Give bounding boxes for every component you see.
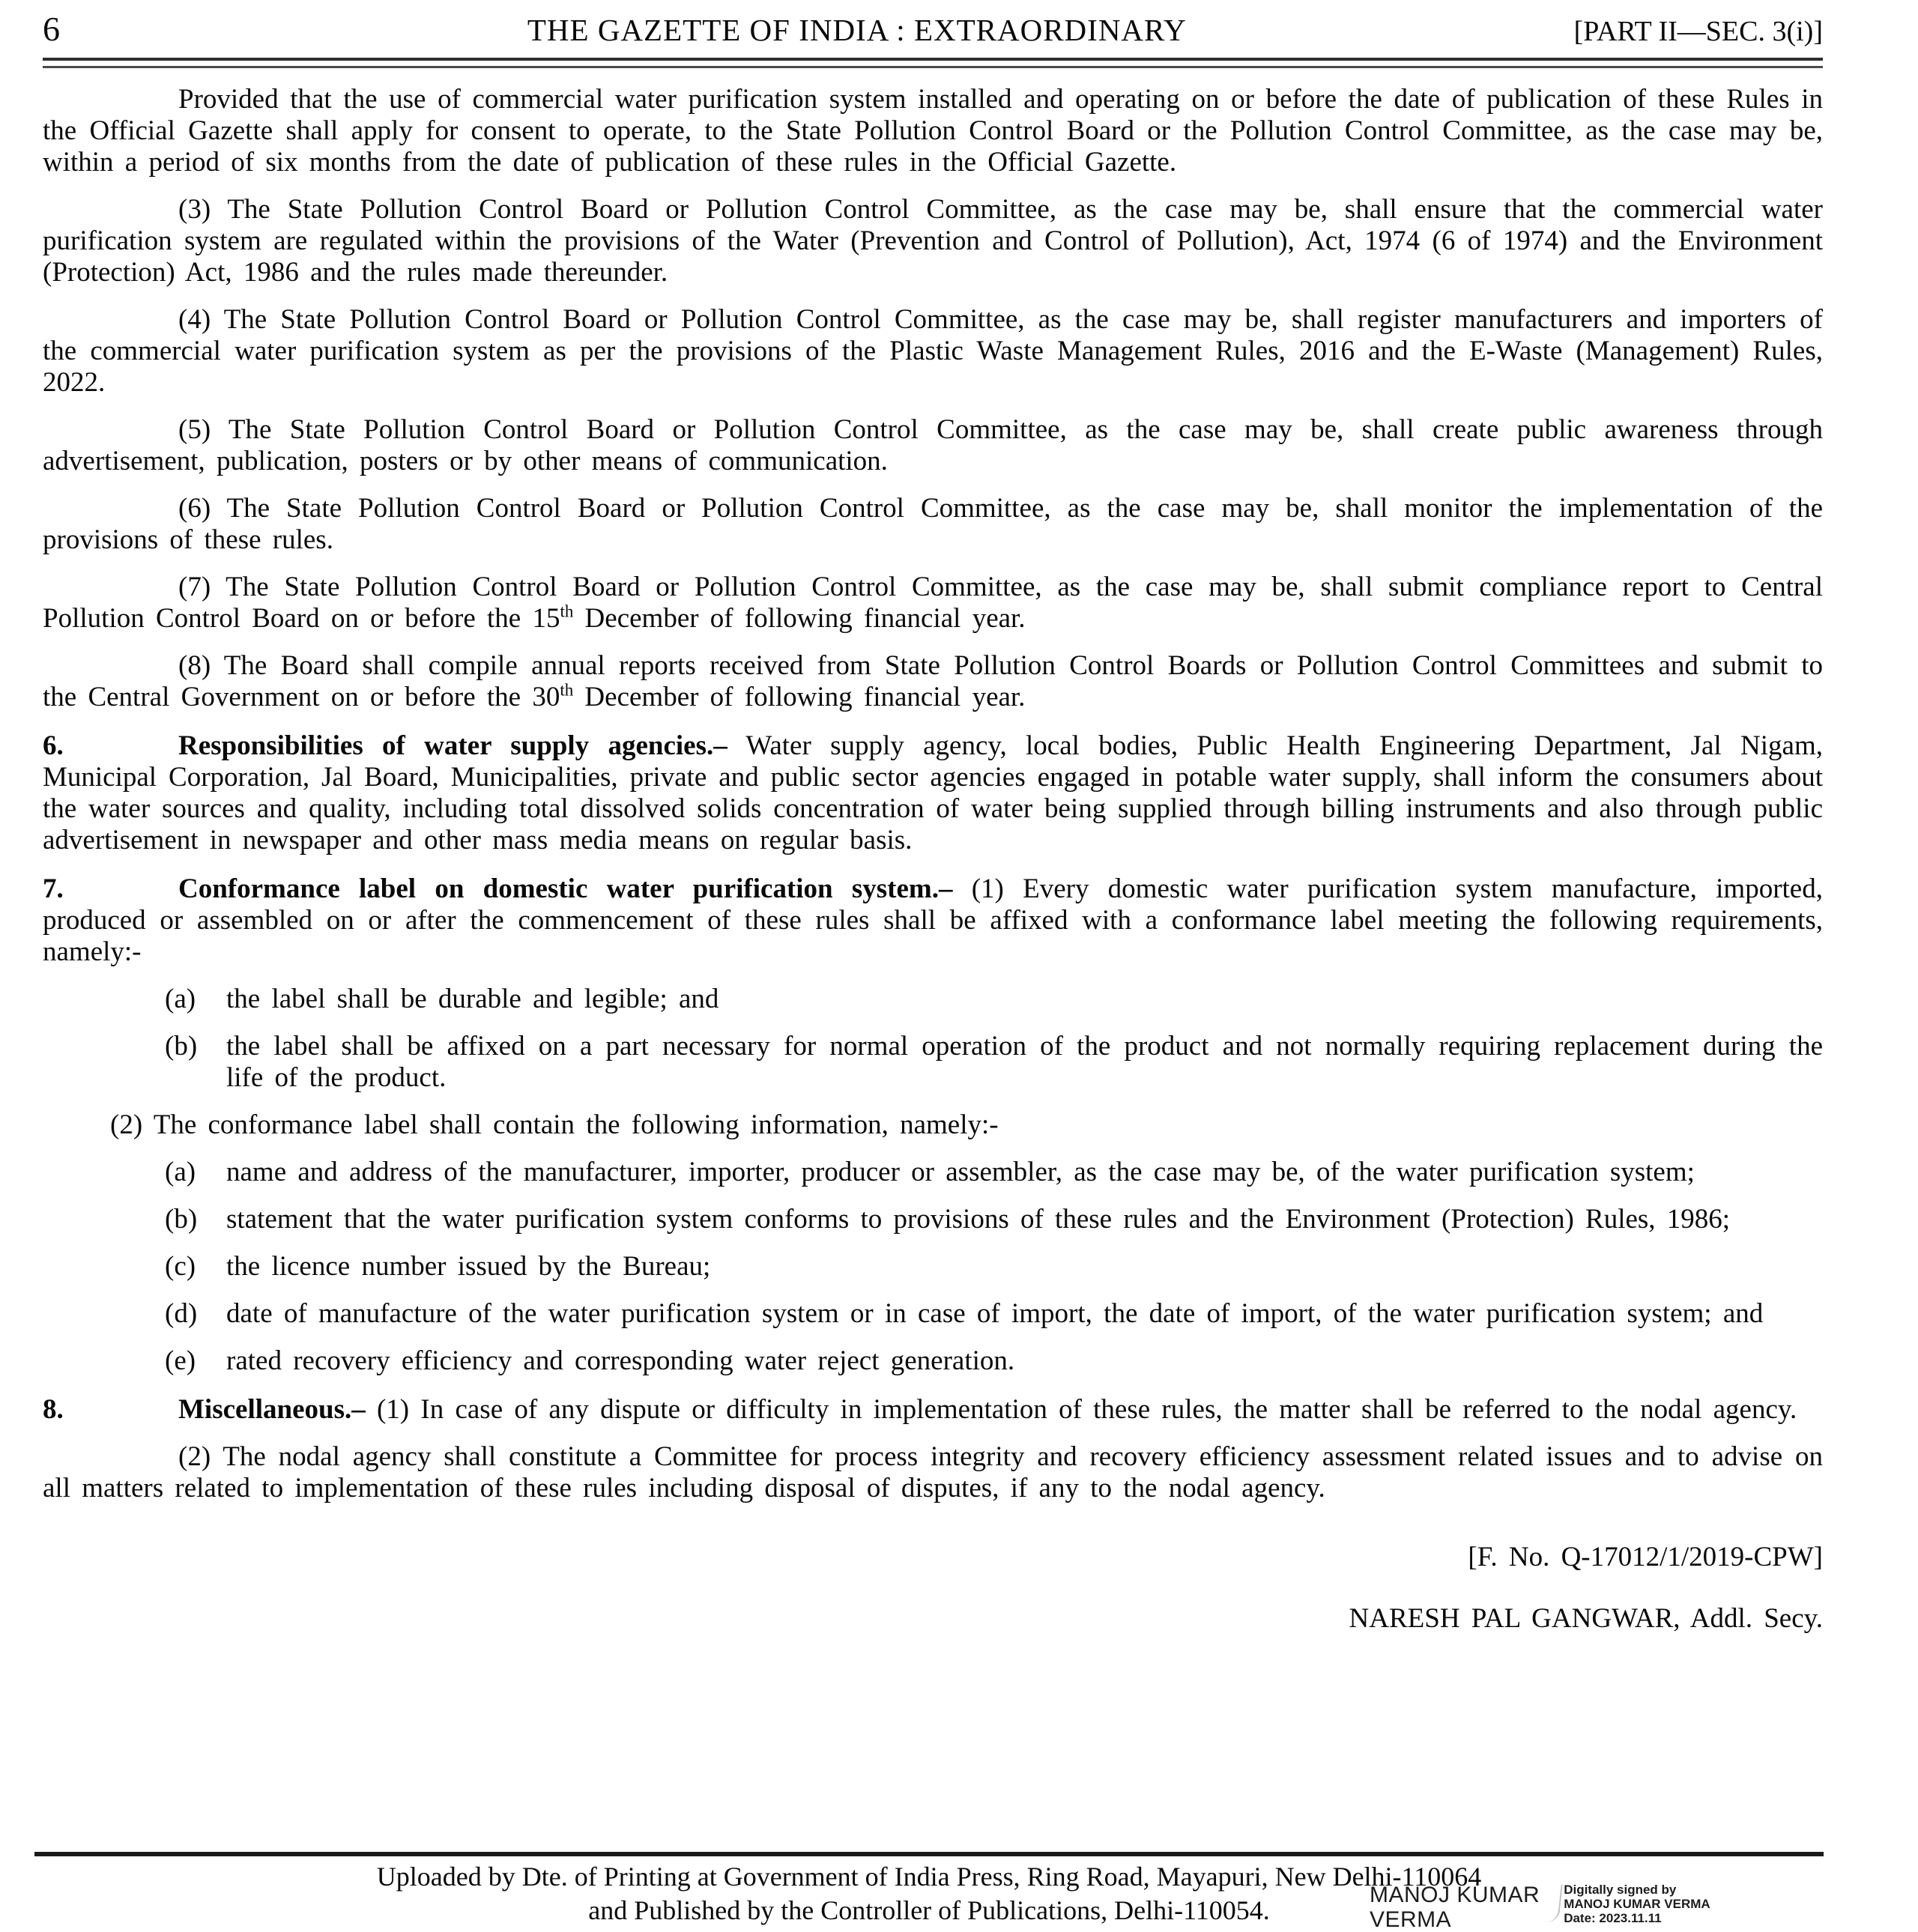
section-7-heading: Conformance label on domestic water purification system.–	[178, 873, 953, 904]
list-item-7-2-b	[165, 1204, 1823, 1235]
footer-line-2: and Published by the Controller of Publications, Delhi-110054.	[588, 1895, 1270, 1925]
list-marker: (a)	[165, 984, 196, 1014]
signatory-name: NARESH PAL GANGWAR, Addl. Secy.	[1349, 1603, 1823, 1634]
section-6-number: 6.	[43, 730, 64, 761]
section-8	[43, 1394, 1823, 1426]
section-6-heading: Responsibilities of water supply agencies.–	[178, 730, 727, 761]
section-7-sub-2: (2) The conformance label shall contain the following information, namely:-	[110, 1109, 999, 1140]
section-8-sub-2: (2) The nodal agency shall constitute a Committee for process integrity and recovery efficiency assessment related issues and to advise on all matters related to implementation of these rules including disposal of disputes, if any to the nodal agency.	[43, 1441, 1823, 1503]
list-item-text: the label shall be durable and legible; and	[226, 984, 719, 1014]
list-item-7-2-e	[165, 1345, 1823, 1377]
section-7-number: 7.	[43, 873, 64, 904]
list-item-text: the label shall be affixed on a part necessary for normal operation of the product and not normally requiring replacement during the life of the product.	[226, 1031, 1823, 1093]
footer-rule	[34, 1852, 1824, 1856]
section-6	[43, 730, 1823, 856]
list-item-7-2-c	[165, 1251, 1823, 1283]
proviso-paragraph: Provided that the use of commercial water purification system installed and operating on or before the date of publication of these Rules in the Official Gazette shall apply for consent to operate, to the State Pollution Control Board or the Pollution Control Committee, as the case may be, within a period of six months from the date of publication of these rules in the Official Gazette.	[43, 84, 1823, 178]
clause-8-text: (8) The Board shall compile annual reports received from State Pollution Control Boards or Pollution Control Committees and submit to the Central Government on or before the 30	[43, 650, 1823, 712]
list-item-text: the licence number issued by the Bureau;	[226, 1251, 711, 1282]
list-marker: (c)	[165, 1251, 196, 1282]
signature-meta-line-2: MANOJ KUMAR VERMA	[1564, 1897, 1710, 1911]
section-7-text: (1) Every domestic water purification system manufacture, imported, produced or assembled on or after the commencement of these rules shall be affixed with a conformance label meeting the following requirements, namely:-	[43, 873, 1823, 967]
part-section-ref: [PART II—SEC. 3(i)]	[1573, 16, 1823, 47]
footer-line-1: Uploaded by Dte. of Printing at Government of India Press, Ring Road, Mayapuri, New Delhi-110064	[376, 1862, 1482, 1892]
list-item-text: rated recovery efficiency and corresponding water reject generation.	[226, 1345, 1015, 1376]
document-body	[43, 84, 1823, 1635]
list-item-7-2-d	[165, 1298, 1823, 1330]
clause-3-paragraph: (3) The State Pollution Control Board or Pollution Control Committee, as the case may be, shall ensure that the commercial water purification system are regulated within the provisions of the Water (Prevention and Control of Pollution), Act, 1974 (6 of 1974) and the Environment (Protection) Act, 1986 and the rules made thereunder.	[43, 194, 1823, 288]
signature-meta-line-3: Date: 2023.11.11	[1564, 1911, 1662, 1925]
list-marker: (d)	[165, 1298, 198, 1329]
ordinal-superscript: th	[560, 680, 574, 700]
signature-flourish-icon	[1546, 1883, 1563, 1924]
section-7	[43, 873, 1823, 968]
page-header	[43, 9, 1823, 49]
list-item-text: date of manufacture of the water purification system or in case of import, the date of import, of the water purification system; and	[226, 1298, 1764, 1329]
clause-7-text-end: December of following financial year.	[573, 603, 1026, 634]
list-item-7-2-a	[165, 1157, 1823, 1188]
section-8-heading: Miscellaneous.–	[178, 1394, 366, 1425]
file-number: [F. No. Q-17012/1/2019-CPW]	[1468, 1542, 1823, 1572]
list-marker: (b)	[165, 1031, 198, 1062]
clause-5-paragraph: (5) The State Pollution Control Board or Pollution Control Committee, as the case may be, shall create public awareness through advertisement, publication, posters or by other means of communication.	[43, 414, 1823, 476]
clause-7-text: (7) The State Pollution Control Board or Pollution Control Committee, as the case may be, shall submit compliance report to Central Pollution Control Board on or before the 15	[43, 572, 1823, 634]
signature-name-line-1: MANOJ KUMAR	[1370, 1883, 1540, 1907]
section-8-number: 8.	[43, 1394, 64, 1425]
clause-8-paragraph	[43, 650, 1823, 713]
clause-4-paragraph: (4) The State Pollution Control Board or Pollution Control Committee, as the case may be, shall register manufacturers and importers of the commercial water purification system as per the provisions of the Plastic Waste Management Rules, 2016 and the E-Waste (Management) Rules, 2022.	[43, 304, 1823, 398]
ordinal-superscript: th	[560, 602, 574, 621]
section-6-text: Water supply agency, local bodies, Public Health Engineering Department, Jal Nigam, Municipal Corporation, Jal Board, Municipalities, private and public sector agencies engaged in potable water supply, shall inform the consumers about the water sources and quality, including total dissolved solids concentration of water being supplied through billing instruments and also through public advertisement in newspaper and other mass media means on regular basis.	[43, 730, 1823, 856]
list-item-text: statement that the water purification system conforms to provisions of these rules and the Environment (Protection) Rules, 1986;	[226, 1204, 1731, 1235]
clause-7-paragraph	[43, 572, 1823, 635]
signature-details	[1564, 1883, 1710, 1925]
signature-meta-line-1: Digitally signed by	[1564, 1883, 1677, 1897]
list-item-7-1-b	[165, 1031, 1823, 1094]
header-double-rule	[43, 58, 1823, 68]
clause-6-paragraph: (6) The State Pollution Control Board or Pollution Control Committee, as the case may be, shall monitor the implementation of the provisions of these rules.	[43, 493, 1823, 555]
signature-name	[1370, 1883, 1540, 1932]
digital-signature-block	[1370, 1883, 1710, 1932]
section-8-text: (1) In case of any dispute or difficulty in implementation of these rules, the matter shall be referred to the nodal agency.	[365, 1394, 1797, 1425]
page-number: 6	[43, 10, 60, 48]
list-item-text: name and address of the manufacturer, importer, producer or assembler, as the case may be, of the water purification system;	[226, 1157, 1695, 1187]
list-marker: (a)	[165, 1157, 196, 1187]
list-marker: (e)	[165, 1345, 196, 1376]
list-item-7-1-a	[165, 984, 1823, 1015]
gazette-title: THE GAZETTE OF INDIA : EXTRAORDINARY	[527, 13, 1187, 47]
clause-8-text-end: December of following financial year.	[573, 682, 1026, 712]
signature-name-line-2: VERMA	[1370, 1907, 1452, 1932]
list-marker: (b)	[165, 1204, 198, 1235]
